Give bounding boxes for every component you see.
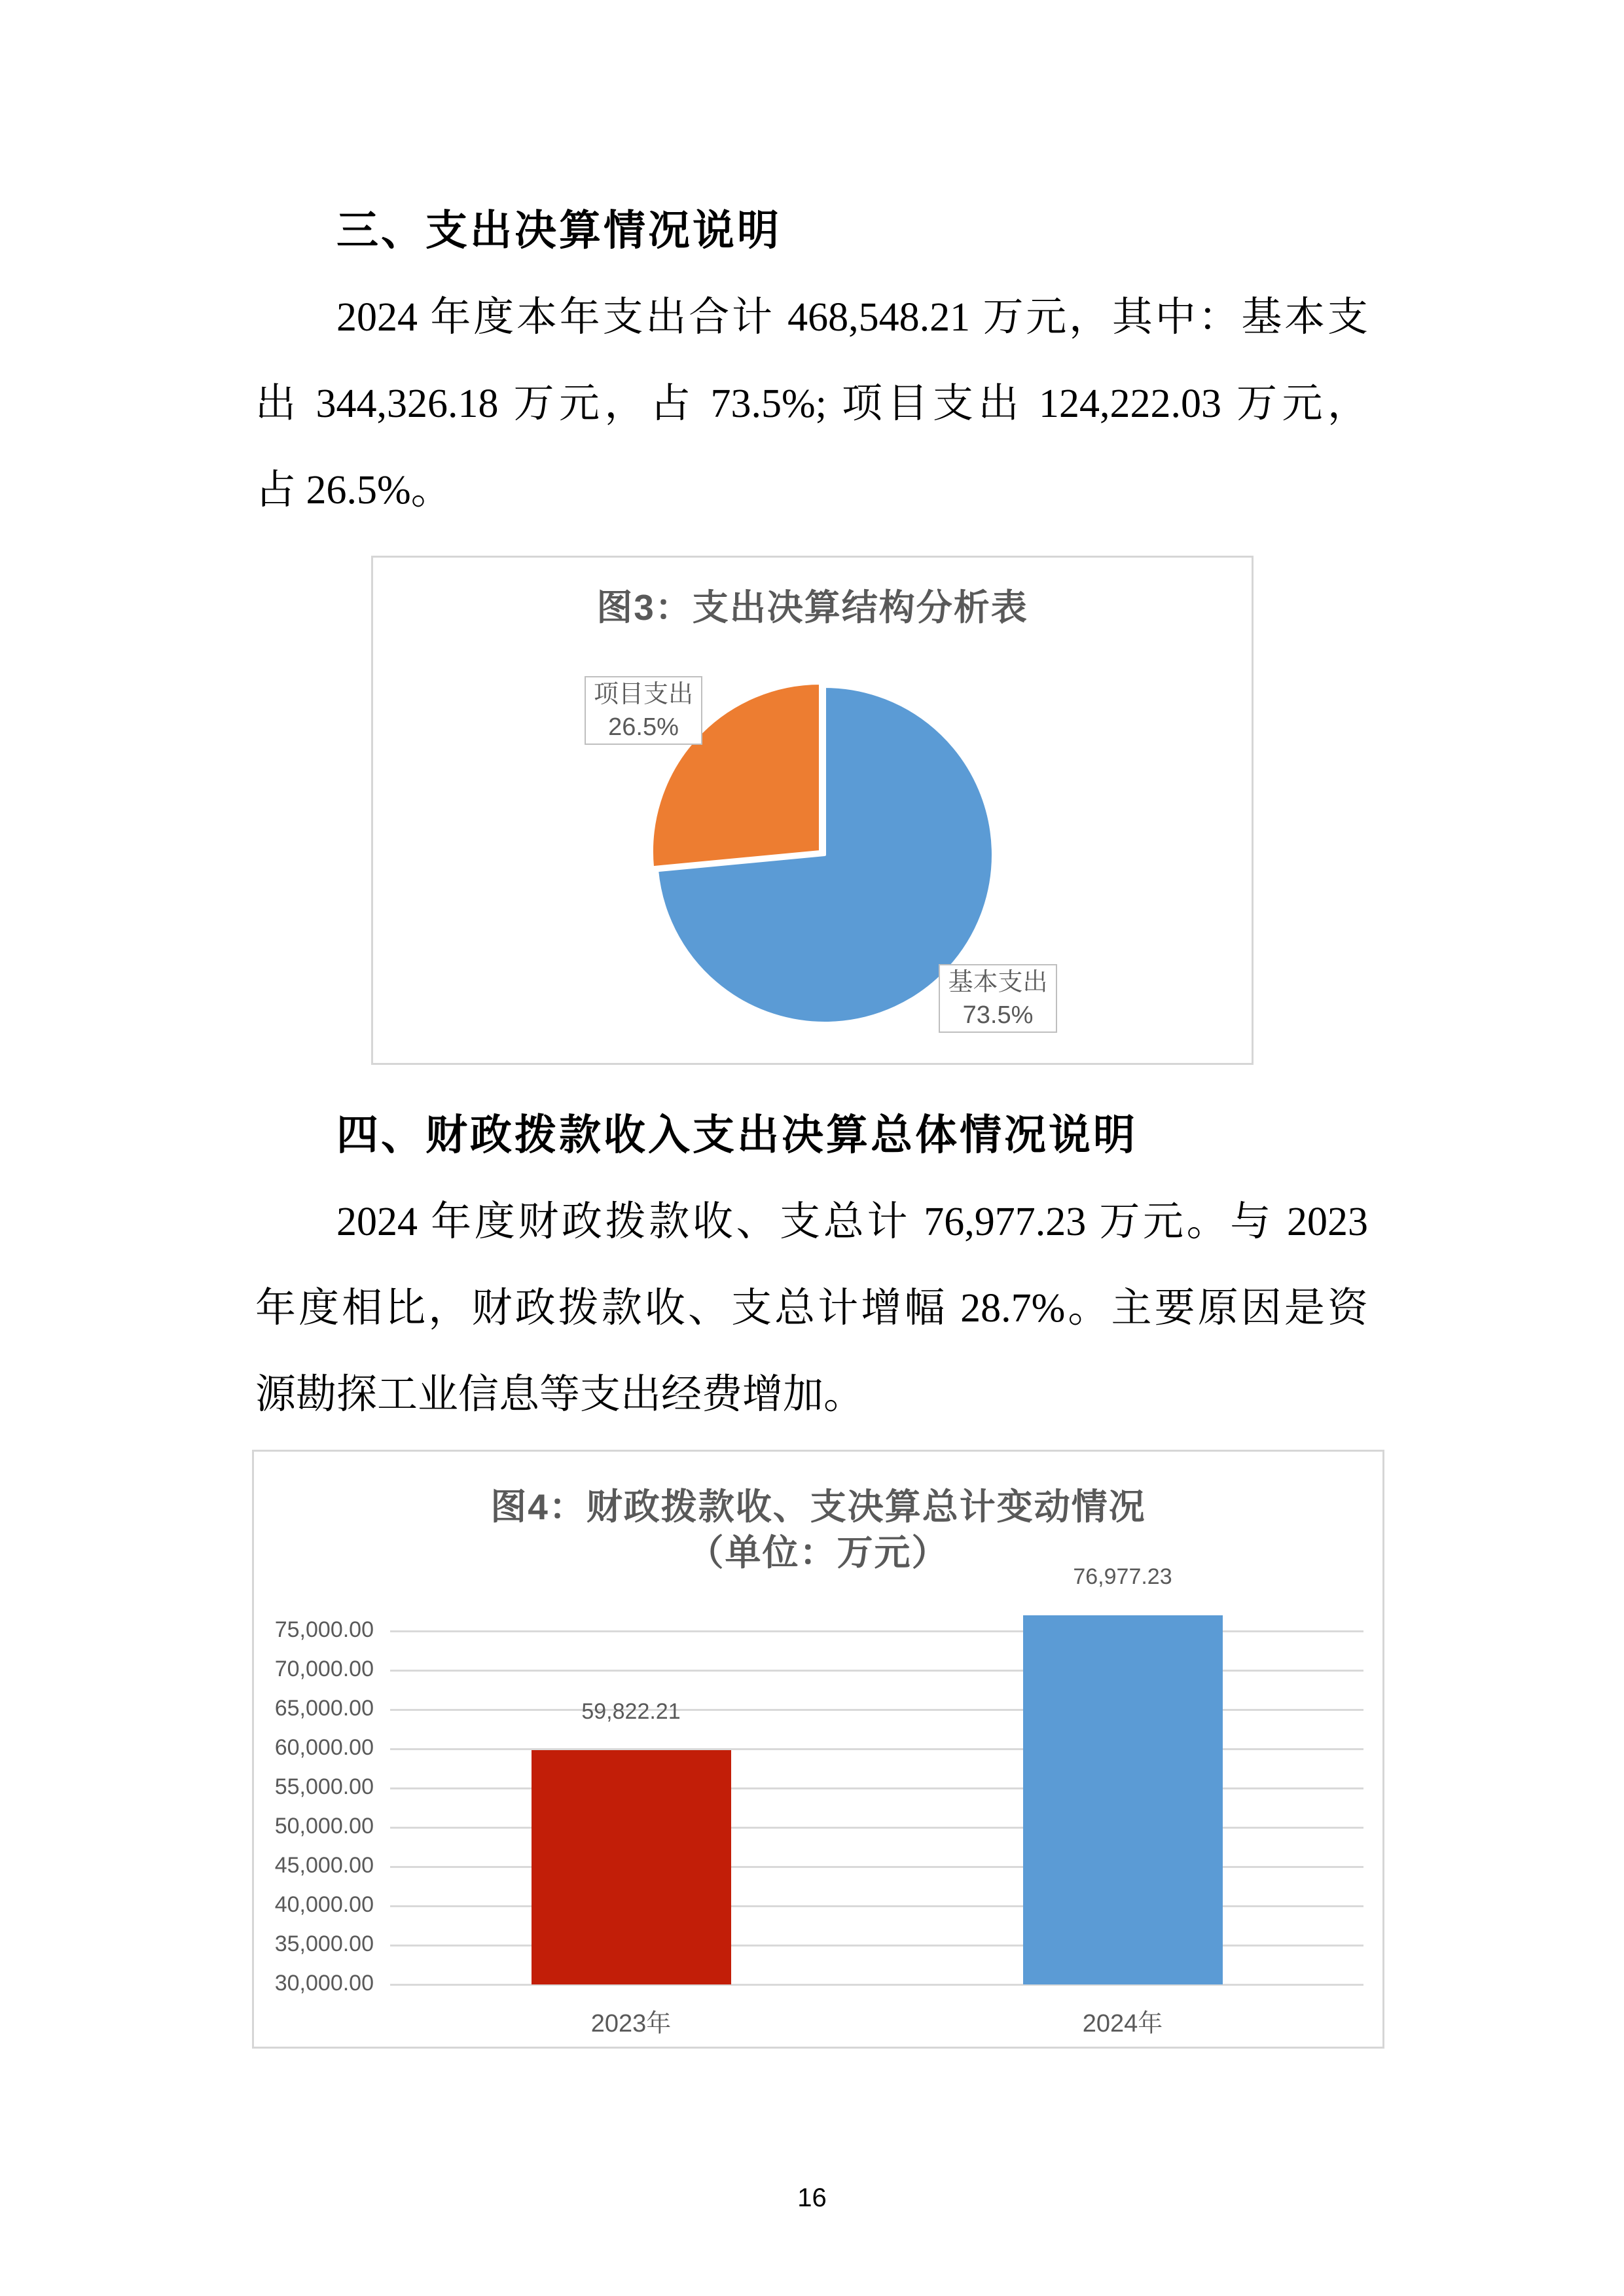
section3-heading: 三、支出决算情况说明 — [336, 207, 782, 254]
section4-heading: 四、财政拨款收入支出决算总体情况说明 — [336, 1111, 1138, 1158]
pie-label-project-pct: 26.5% — [608, 713, 679, 741]
pie-label-basic-pct: 73.5% — [962, 1001, 1034, 1029]
y-axis-tick-label: 65,000.00 — [274, 1696, 374, 1721]
y-axis-tick-label: 55,000.00 — [274, 1774, 374, 1799]
section3-line-3: 占 26.5%。 — [255, 468, 452, 512]
bar-value-label-2024年: 76,977.23 — [1073, 1564, 1172, 1589]
pie-chart-title: 图3：支出决算结构分析表 — [596, 587, 1028, 628]
bar-2024年 — [1023, 1615, 1223, 1984]
y-axis-tick-label: 50,000.00 — [274, 1814, 374, 1839]
bar-plot-area — [254, 1452, 1382, 2047]
bar-chart-title: 图4：财政拨款收、支决算总计变动情况 — [490, 1486, 1146, 1527]
y-axis-tick-label: 35,000.00 — [274, 1931, 374, 1956]
pie-label-basic-name: 基本支出 — [948, 968, 1048, 996]
bar-chart-figure4 — [252, 1450, 1384, 2049]
pie-graphic — [373, 558, 1252, 1063]
pie-label-project-expenditure — [585, 676, 702, 745]
section4-line-2: 年度相比，财政拨款收、支总计增幅 28.7%。主要原因是资 — [255, 1286, 1368, 1331]
bar-chart-subtitle: （单位：万元） — [687, 1532, 949, 1573]
page-number: 16 — [797, 2183, 827, 2212]
y-axis-tick-label: 60,000.00 — [274, 1735, 374, 1760]
section4-line-3: 源勘探工业信息等支出经费增加。 — [255, 1372, 865, 1417]
y-axis-tick-label: 70,000.00 — [274, 1657, 374, 1681]
section3-line-2: 出 344,326.18 万元，占 73.5%; 项目支出 124,222.03 万元， — [255, 382, 1368, 426]
bar-2023年 — [532, 1750, 731, 1984]
x-axis-category-label: 2023年 — [590, 2010, 672, 2037]
section4-line-1: 2024 年度财政拨款收、支总计 76,977.23 万元。与 2023 — [336, 1200, 1368, 1244]
pie-label-basic-expenditure — [939, 964, 1057, 1033]
y-axis-tick-label: 45,000.00 — [274, 1853, 374, 1878]
y-axis-tick-label: 40,000.00 — [274, 1892, 374, 1917]
x-axis-category-label: 2024年 — [1082, 2010, 1163, 2037]
y-axis-tick-label: 30,000.00 — [274, 1971, 374, 1996]
section3-line-1: 2024 年度本年支出合计 468,548.21 万元，其中：基本支 — [336, 295, 1368, 340]
pie-chart-figure3 — [371, 556, 1254, 1065]
bar-value-label-2023年: 59,822.21 — [581, 1699, 681, 1724]
y-axis-tick-label: 75,000.00 — [274, 1617, 374, 1642]
pie-label-project-name: 项目支出 — [593, 680, 693, 708]
